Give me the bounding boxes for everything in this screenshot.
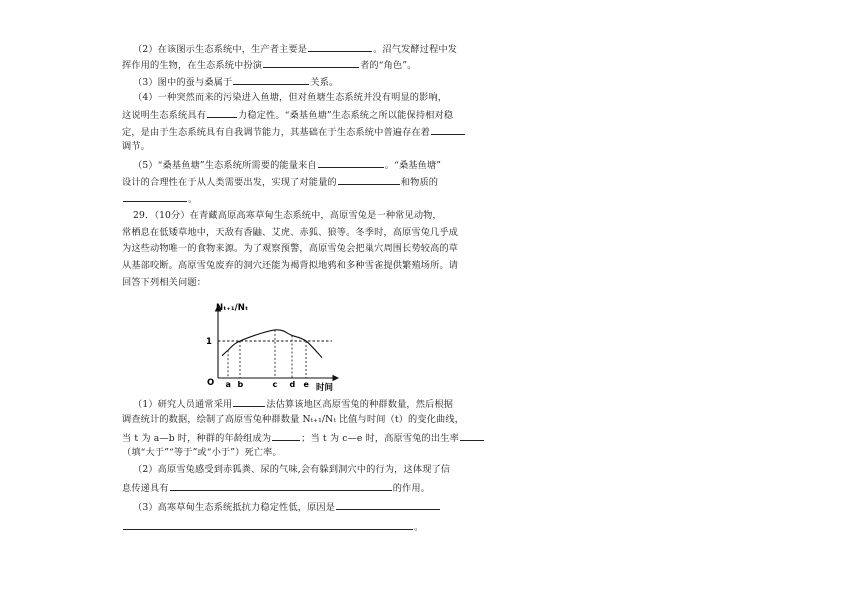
- q29-intro-text-3: 为这些动物唯一的食物来源。为了观察预警，高原雪兔会把巢穴周围长势较高的草: [122, 243, 459, 254]
- q28-part5-text-d: 和物质的: [400, 177, 439, 188]
- origin-label: O: [207, 378, 215, 388]
- q28-part4-line1: [133, 92, 447, 104]
- q29-intro-line5: [122, 277, 206, 289]
- q28-part5-line1: [133, 158, 441, 172]
- x-tick-label-a: a: [225, 380, 231, 389]
- answer-blank[interactable]: [318, 158, 384, 168]
- series-curve: [222, 330, 322, 358]
- q28-part4-text-b: 这说明生态系统具有: [122, 110, 207, 121]
- answer-blank[interactable]: [263, 58, 359, 68]
- q29-s1-line2: [122, 414, 464, 426]
- q28-part2-text-a: （2）在该图示生态系统中，生产者主要是: [133, 44, 308, 55]
- chart-marks: [218, 330, 332, 389]
- q29-s3-line2: [122, 520, 423, 534]
- q28-part5-line2: [122, 175, 438, 189]
- population-ratio-chart: [196, 296, 346, 394]
- q28-part4-line2: [122, 108, 453, 122]
- q29-s1-text-b: 法估算该地区高原雪兔的种群数量，然后根据: [266, 399, 454, 410]
- q28-part2-text-d: 者的“角色”。: [360, 60, 417, 71]
- q28-part5-text-b: 。“桑基鱼塘”: [384, 160, 442, 171]
- q29-s1-line4: [122, 447, 282, 459]
- q28-part5-line3: [122, 192, 197, 206]
- q28-part3-text-b: 关系。: [310, 77, 339, 88]
- q28-part2-line2: [122, 58, 416, 72]
- answer-blank[interactable]: [336, 500, 440, 510]
- x-tick-label-c: c: [272, 380, 278, 389]
- q29-intro-line4: [122, 260, 458, 272]
- answer-blank[interactable]: [308, 42, 372, 52]
- q29-s2-line1: [133, 464, 450, 476]
- q29-intro-text-5: 回答下列相关问题：: [122, 277, 207, 288]
- q29-s1-text-e: ；当 t 为 c—e 时，高原雪兔的出生率: [301, 433, 459, 444]
- x-tick-label-b: b: [237, 380, 244, 389]
- q29-s1-text-f: （填“大于”“等于”或“小于”）死亡率。: [122, 447, 282, 458]
- q29-s2-text-c: 的作用。: [392, 483, 431, 494]
- answer-blank[interactable]: [460, 431, 484, 441]
- q28-part3-line: [133, 75, 338, 89]
- q29-intro-text-1: 29．（10分）在青藏高原高寒草甸生态系统中，高原雪兔是一种常见动物，: [133, 210, 442, 221]
- q29-s2-text-a: （2）高原雪兔感受到赤狐粪、尿的气味,会有躲到洞穴中的行为，这体现了信: [133, 464, 451, 475]
- q28-part4-text-d: 定，是由于生态系统具有自我调节能力，其基础在于生态系统中普遍存在着: [122, 127, 431, 138]
- q28-part2-text-c: 挥作用的生物，在生态系统中扮演: [122, 60, 263, 71]
- x-axis-label: 时间: [316, 383, 334, 393]
- q29-s2-line2: [122, 481, 430, 495]
- q29-s1-line3: [122, 431, 485, 445]
- q29-s3-line1: [133, 500, 441, 514]
- answer-blank[interactable]: [170, 481, 392, 491]
- q28-part4-line3: [122, 125, 466, 139]
- q28-part4-text-a: （4）一种突然而来的污染进入鱼塘，但对鱼塘生态系统并没有明显的影响，: [133, 92, 448, 103]
- q28-part5-text-c: 设计的合理性在于从人类需要出发，实现了对能量的: [122, 177, 337, 188]
- q28-part2-text-b: 。沼气发酵过程中发: [373, 44, 458, 55]
- answer-blank[interactable]: [272, 431, 300, 441]
- answer-blank[interactable]: [123, 520, 413, 530]
- answer-blank[interactable]: [207, 108, 237, 118]
- q28-part4-line4: [122, 141, 150, 153]
- answer-blank[interactable]: [233, 75, 309, 85]
- q28-part5-text-e: 。: [188, 194, 198, 205]
- reference-value-label: 1: [206, 337, 212, 347]
- q28-part5-text-a: （5）“桑基鱼塘”生态系统所需要的能量来自: [133, 160, 317, 171]
- answer-blank[interactable]: [431, 125, 465, 135]
- q29-s1-line1: [133, 397, 453, 411]
- q28-part4-text-c: 力稳定性。“桑基鱼塘”生态系统之所以能保持相对稳: [238, 110, 454, 121]
- answer-blank[interactable]: [338, 175, 400, 185]
- x-tick-label-d: d: [289, 380, 296, 389]
- q29-s1-text-c: 调查统计的数据，绘制了高原雪兔种群数量 Nₜ₊₁/Nₜ 比值与时间（t）的变化曲线，: [122, 414, 465, 425]
- q28-part4-text-e: 调节。: [122, 141, 151, 152]
- answer-blank[interactable]: [123, 192, 187, 202]
- q28-part3-text-a: （3）图中的蚕与桑属于: [133, 77, 233, 88]
- q29-intro-text-4: 从基部咬断。高原雪兔废弃的洞穴还能为褐背拟地鸦和多种雪雀提供繁殖场所。请: [122, 260, 459, 271]
- q28-part2-line1: [133, 42, 457, 56]
- q29-intro-line1: [133, 210, 442, 222]
- y-axis-label: Nₜ₊₁/Nₜ: [216, 303, 249, 313]
- q29-s1-text-a: （1）研究人员通常采用: [133, 399, 233, 410]
- q29-intro-line3: [122, 243, 458, 255]
- q29-intro-text-2: 常栖息在低矮草地中，天敌有香鼬、艾虎、赤狐、狼等。冬季时，高原雪兔几乎成: [122, 227, 459, 238]
- q29-intro-line2: [122, 227, 458, 239]
- answer-blank[interactable]: [233, 397, 265, 407]
- x-tick-label-e: e: [303, 380, 309, 389]
- q29-s3-text-a: （3）高寒草甸生态系统抵抗力稳定性低，原因是: [133, 502, 336, 513]
- q29-s3-text-end: 。: [414, 522, 424, 533]
- q29-s2-text-b: 息传递具有: [122, 483, 169, 494]
- q29-s1-text-d: 当 t 为 a—b 时，种群的年龄组成为: [122, 433, 272, 444]
